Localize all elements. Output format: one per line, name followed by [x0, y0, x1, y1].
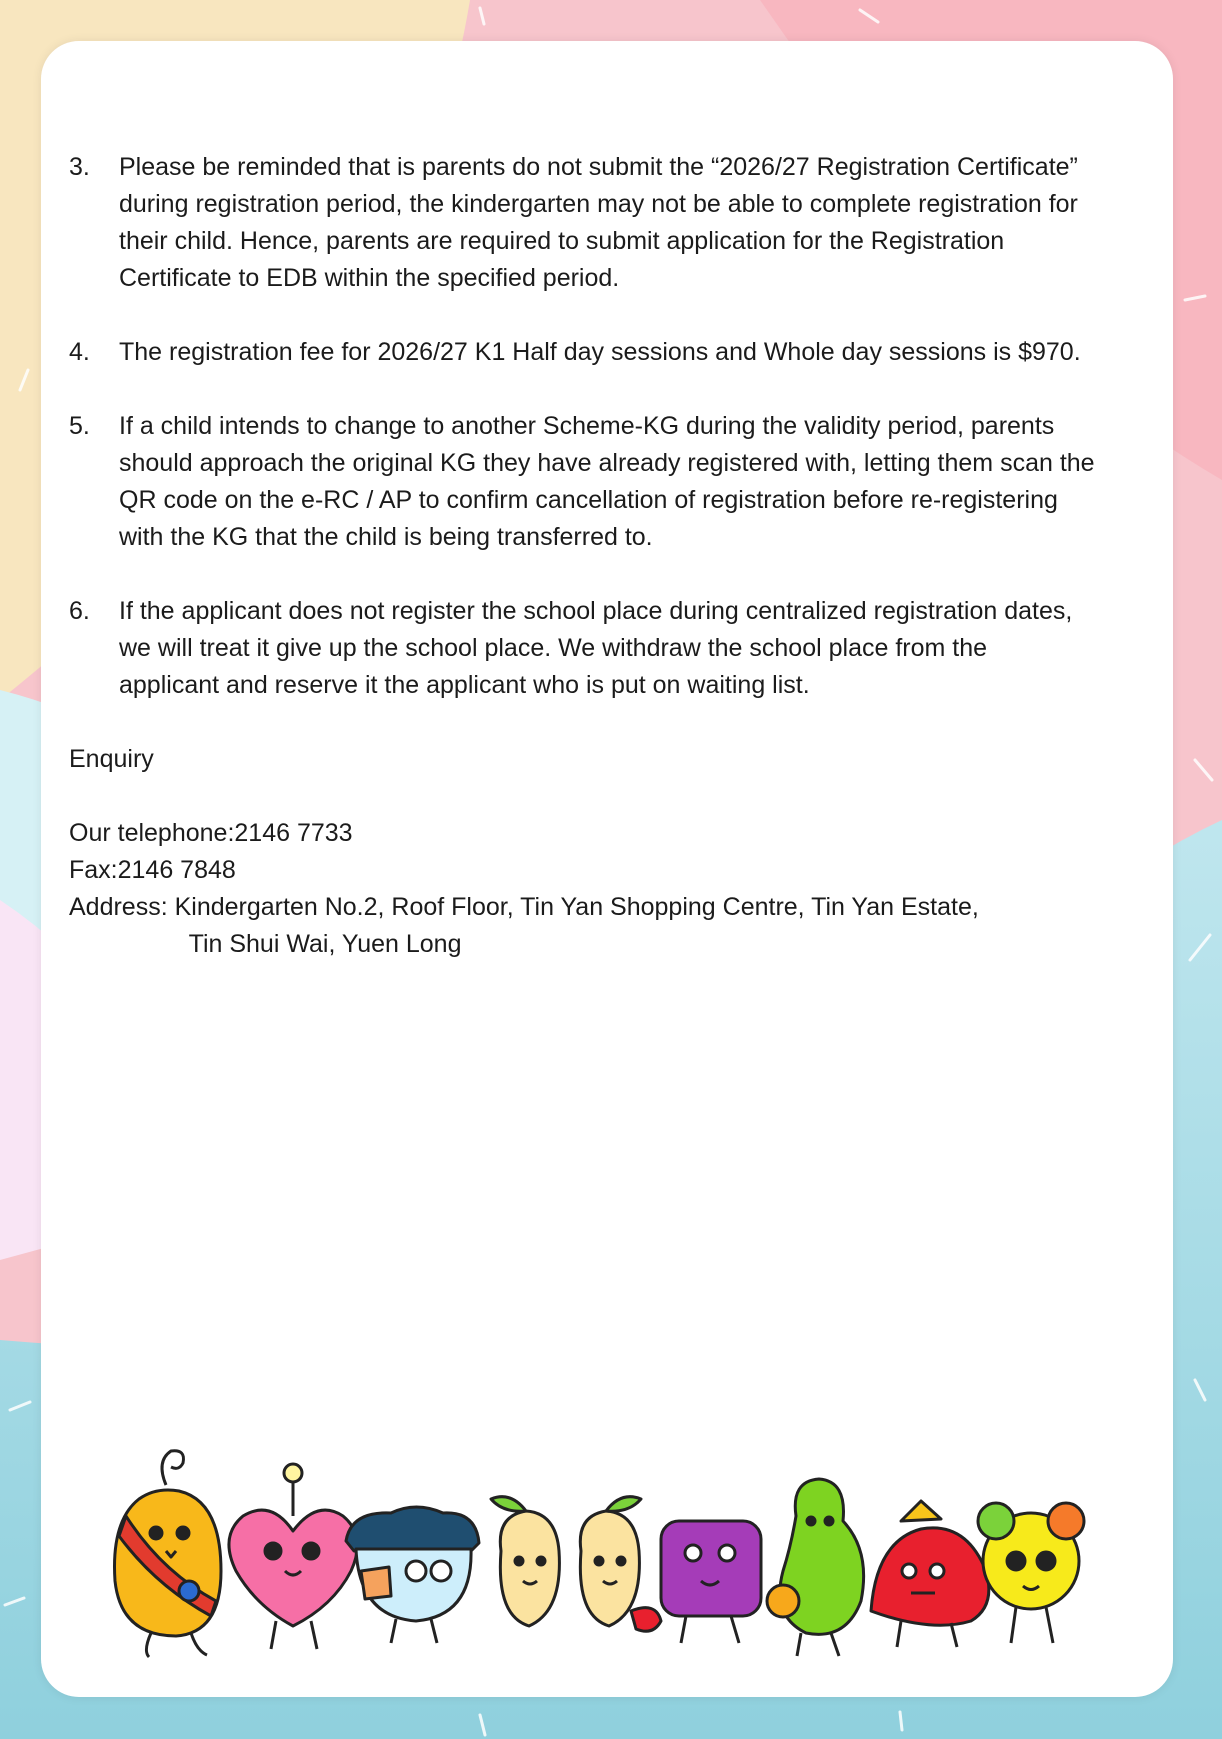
list-text — [119, 593, 1139, 704]
seed-mascot-icon — [491, 1497, 559, 1626]
text-line: during registration period, the kindergarten may not be able to complete registration for — [119, 190, 1078, 218]
mascot-illustration — [71, 1421, 1161, 1681]
address-lines — [175, 889, 979, 963]
address-line: Tin Shui Wai, Yuen Long — [188, 930, 462, 958]
address-row — [69, 889, 1139, 963]
address-label: Address: — [69, 893, 175, 921]
address-line: Kindergarten No.2, Roof Floor, Tin Yan Shopping Centre, Tin Yan Estate, — [174, 893, 979, 921]
text-line: If a child intends to change to another Scheme-KG during the validity period, parents — [119, 412, 1055, 440]
list-number: 4. — [69, 338, 90, 366]
red-mascot-icon — [871, 1501, 989, 1647]
list-text — [119, 149, 1139, 297]
square-mascot-icon — [661, 1521, 761, 1643]
text-line: their child. Hence, parents are required to submit application for the Registration — [119, 227, 1005, 255]
list-item-6 — [69, 593, 1139, 704]
text-line: we will treat it give up the school place. We withdraw the school place from the — [119, 634, 988, 662]
letter-content — [69, 149, 1139, 963]
list-item-4 — [69, 334, 1139, 371]
list-item-3 — [69, 149, 1139, 297]
contact-block — [69, 815, 1139, 963]
list-number: 6. — [69, 597, 90, 625]
text-line: Certificate to EDB within the specified period. — [119, 264, 620, 292]
list-text — [119, 408, 1139, 556]
hat-mascot-icon — [346, 1507, 479, 1643]
green-mascot-icon — [767, 1479, 864, 1656]
heart-mascot-icon — [229, 1464, 357, 1649]
orange-mascot-icon — [115, 1451, 222, 1657]
fax-line: Fax:2146 7848 — [69, 856, 236, 884]
list-number: 3. — [69, 153, 90, 181]
text-line: should approach the original KG they have already registered with, letting them scan the — [119, 449, 1095, 477]
enquiry-heading: Enquiry — [69, 745, 154, 773]
telephone-line: Our telephone:2146 7733 — [69, 819, 353, 847]
flower-mascot-icon — [978, 1503, 1084, 1643]
list-item-5 — [69, 408, 1139, 556]
seed-mascot-icon — [580, 1497, 661, 1632]
list-text — [119, 334, 1139, 371]
text-line: The registration fee for 2026/27 K1 Half day sessions and Whole day sessions is $970. — [119, 338, 1081, 366]
letter-card — [41, 41, 1173, 1697]
list-number: 5. — [69, 412, 90, 440]
text-line: applicant and reserve it the applicant who is put on waiting list. — [119, 671, 810, 699]
text-line: with the KG that the child is being transferred to. — [119, 523, 653, 551]
text-line: If the applicant does not register the school place during centralized registration dates, — [119, 597, 1073, 625]
text-line: QR code on the e-RC / AP to confirm cancellation of registration before re-registering — [119, 486, 1058, 514]
text-line: Please be reminded that is parents do not submit the “2026/27 Registration Certificate” — [119, 153, 1078, 181]
